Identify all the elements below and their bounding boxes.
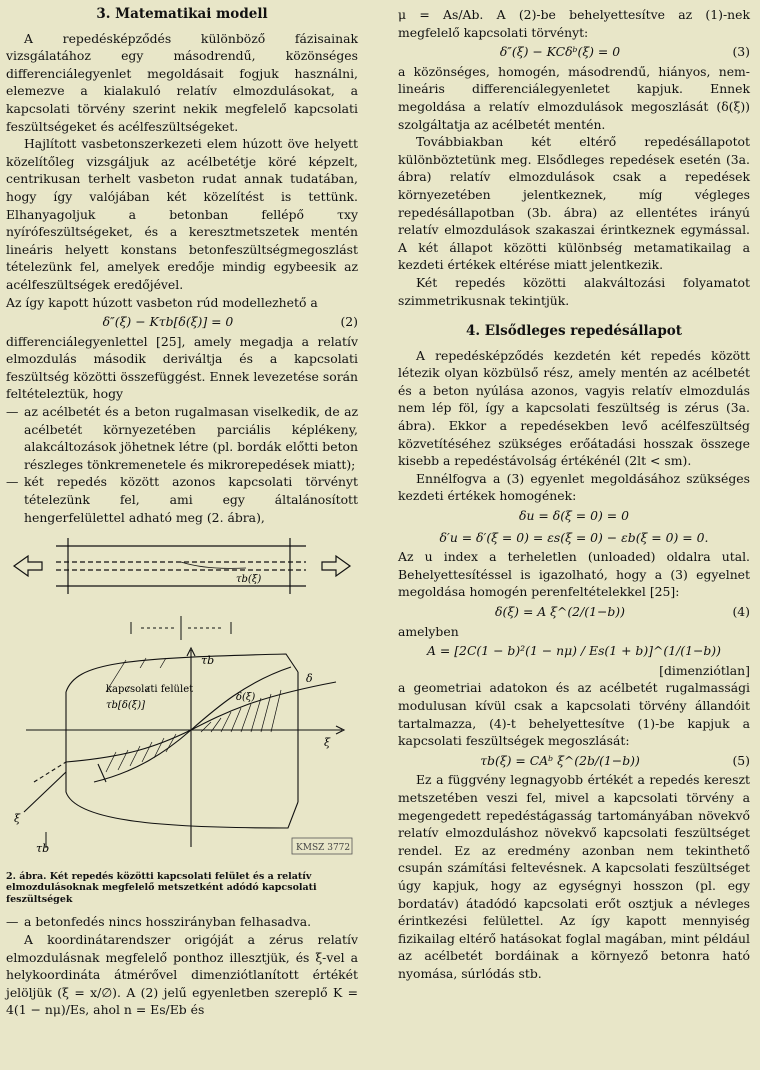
section-heading-4: 4. Elsődleges repedésállapot xyxy=(465,323,683,340)
paragraph: A repedésképződés kezdetén két repedés között létezik olyan közbülső rész, amely mentén az acélbetét és a beton nyúlása azonos, vagyis relatív elmozdulás nem lép föl, így a kapcsolati feszültség is zérus (3a. ábra). Ekkor a repedésekben levő acélfeszültség közvetítéséhez szükséges erőátadási hosszak összege kisebb a repedéstávolság értékénél (2lt < sm). xyxy=(398,347,750,469)
unit-label: [dimenziótlan] xyxy=(659,662,750,678)
surface-diagram xyxy=(24,648,344,847)
paragraph: a közönséges, homogén, másodrendű, hiányos, nem-lineáris differenciálegyenletet kapjuk. Ennek megoldása a relatív elmozdulások megoszlását (δ(ξ)) szolgáltatja az acélbetét mentén. xyxy=(398,63,750,132)
section-heading-3: 3. Matematikai modell xyxy=(96,6,268,22)
paragraph: a geometriai adatokon és az acélbetét rugalmassági modulusan kívül csak a kapcsolati törvény állandóit tartalmazza, (4)-t behelyettesítve (1)-be kapjuk a kapcsolati feszültségek megoszlását: xyxy=(398,680,750,749)
assumption-list xyxy=(6,403,358,526)
equation-number: (3) xyxy=(732,44,750,60)
assumption-list-cont xyxy=(6,913,358,931)
paragraph: Az így kapott húzott vasbeton rúd modellezhető a xyxy=(6,294,318,310)
equation-body: δ″(ξ) − Kτb[δ(ξ)] = 0 xyxy=(102,314,234,330)
rod-tau-label: τb(ξ) xyxy=(236,574,262,586)
equation-body: A = [2C(1 − b)²(1 − nμ) / Es(1 + b)]^(1/(1−b)) xyxy=(427,643,721,659)
equation-3 xyxy=(398,41,750,63)
paragraph: Továbbiakban két eltérő repedésállapotot különböztetünk meg. Elsődleges repedések esetén (3a. ábra) relatív elmozdulások csak a repedések környezetében jelentkeznek, míg végleges repedésállapotban (3b. ábra) az ellentétes irányú relatív elmozdulások szakaszai érintkeznek egymással. A két állapot közötti különbség metamatikailag a kezdeti értékek eltérése miatt jelentkezik. xyxy=(398,134,750,273)
figure-caption: 2. ábra. Két repedés közötti kapcsolati felület és a relatív elmozdulásoknak megfelelő metszetként adódó kapcsolati feszültségek xyxy=(6,870,317,905)
xi-diag-label: ξ xyxy=(14,812,21,826)
arrow-right-icon xyxy=(322,556,350,576)
list-item: — két repedés között azonos kapcsolati törvényt tételezünk fel, ami egy általánosított hengerfelülettel adható meg (2. ábra), xyxy=(24,473,358,526)
tau-axis-label: τb xyxy=(201,654,215,668)
stamp-label: KMSZ 3772 xyxy=(296,843,351,854)
equation-A xyxy=(398,640,750,662)
equation-2 xyxy=(6,311,358,333)
equation-body: τb(ξ) = CAᵇ ξ^(2b/(1−b)) xyxy=(480,752,640,768)
delta-xi-label: δ(ξ) xyxy=(236,692,256,704)
rod-diagram xyxy=(14,538,350,594)
tau-bottom-label: τb xyxy=(36,842,50,856)
paragraph: Ennélfogva a (3) egyenlet megoldásához szükséges kezdeti értékek homogének: xyxy=(398,470,750,504)
figure-2 xyxy=(6,532,358,867)
initial-condition-2 xyxy=(398,527,750,549)
equation-4 xyxy=(398,601,750,623)
delta-label: δ xyxy=(306,672,313,686)
left-column xyxy=(6,6,358,1019)
bond-surface-diagram xyxy=(6,532,358,862)
surface-label: kapcsolati felület xyxy=(106,684,194,696)
paragraph: Az u index a terheletlen (unloaded) oldalra utal. Behelyettesítéssel is igazolható, hogy a (3) egyelnet megoldása homogén perenfeltételekkel [25]: xyxy=(398,549,750,600)
segment-marks xyxy=(131,616,231,640)
paragraph: μ = As/Ab. A (2)-be behelyettesítve az (1)-nek megfelelő kapcsolati törvényt: xyxy=(398,7,750,40)
equation-number: (4) xyxy=(732,604,750,619)
equation-body: δu = δ(ξ = 0) = 0 xyxy=(519,508,629,524)
xi-label: ξ xyxy=(324,736,331,750)
initial-condition-1 xyxy=(398,505,750,527)
equation-body: δ(ξ) = A ξ^(2/(1−b)) xyxy=(495,604,625,619)
paragraph: Hajlított vasbetonszerkezeti elem húzott öve helyett közelítőleg vizsgáljuk az acélbetétje köré képzelt, centrikusan terhelt vasbeton rudat annak tudatában, hogy így valójában két közelítést is tettünk. Elhanyagoljuk a betonban fellépő τxy nyírófeszültségeket, és a keresztmetszetek mentén lineáris helyett konstans betonfeszültségmegoszlást tételezünk fel, amelyek eredője mindig egybeesik az acélfeszültségek eredőjével. xyxy=(6,136,358,292)
equation-body: δ′u = δ′(ξ = 0) = εs(ξ = 0) − εb(ξ = 0) = 0. xyxy=(439,529,709,545)
paragraph: Ez a függvény legnagyobb értékét a repedés kereszt metszetében veszi fel, mivel a kapcsolati törvény a megengedett repedéstágasság tartományában növekvő relatív elmozduláshoz növekvő kapcsolati feszültséget rendel. Ez az eredmény azonban nem tekinthető csupán számítási feltevésnek. A kapcsolati feszültséget úgy kapjuk, hogy az egységnyi hosszon (pl. egy bordatáv) átadódó kapcsolati erőt osztjuk a névleges érintkezési felülettel. Az így kapott mennyiség fizikailag eltérő hatásokat foglal magában, mint például az acélbetét bordáinak a környező betonra ható nyomása, súrlódás stb. xyxy=(398,772,750,981)
arrow-left-icon xyxy=(14,556,42,576)
list-item: — a betonfedés nincs hosszirányban felhasadva. xyxy=(24,913,358,931)
equation-5 xyxy=(398,750,750,772)
paragraph: A repedésképződés különböző fázisainak vizsgálatához egy másodrendű, közönséges differenciálegyenlet megoldásait fogjuk használni, elemezve a kialakuló relatív elmozdulásokat, a kapcsolati törvény szerint nekik megfelelő kapcsolati feszültségeket és acélfeszültségeket. xyxy=(6,30,358,134)
right-column xyxy=(398,6,750,982)
paragraph: Két repedés közötti alakváltozási folyamatot szimmetrikusnak tekintjük. xyxy=(398,274,750,308)
paragraph: differenciálegyenlettel [25], amely megadja a relatív elmozdulás második deriváltja és a kapcsolati feszültség közötti összefüggést. Ennek levezetése során feltételeztük, hogy xyxy=(6,333,358,402)
equation-number: (2) xyxy=(340,314,358,330)
equation-body: δ″(ξ) − KCδᵇ(ξ) = 0 xyxy=(499,44,621,60)
paragraph: A koordinátarendszer origóját a zérus relatív elmozdulásnak megfelelő ponthoz illesztjük, és ξ-vel a helykoordináta átmérővel dimenziótlanított értékét jelöljük (ξ = x/∅). A (2) jelű egyenletben szereplő K = 4(1 − nμ)/Es, ahol n = Es/Eb és xyxy=(6,931,358,1018)
equation-number: (5) xyxy=(732,752,750,768)
paragraph: amelyben xyxy=(398,623,459,639)
list-item: — az acélbetét és a beton rugalmasan viselkedik, de az acélbetét környezetében parciális képlékeny, alakcáltozások jöhetnek létre (pl. bordák előtti beton részleges tönkremenetele és mikrorepedések miatt); xyxy=(24,403,358,473)
tau-delta-label: τb[δ(ξ)] xyxy=(106,700,146,712)
